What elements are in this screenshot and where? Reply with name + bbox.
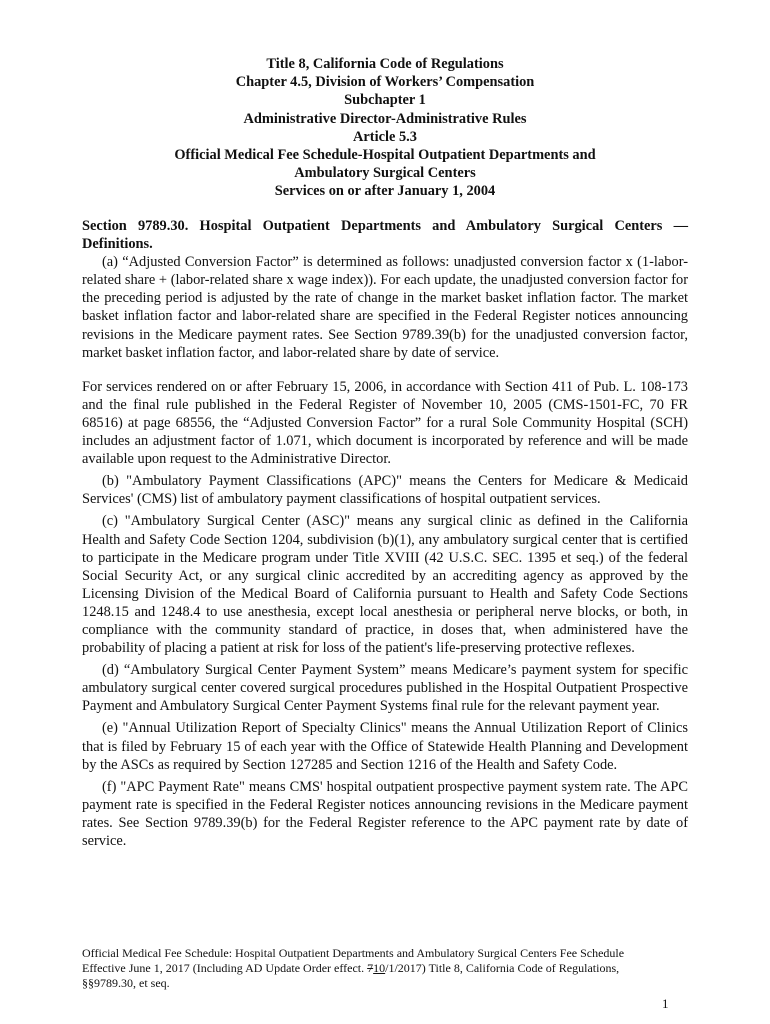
page-number: 1 [662,996,669,1011]
header-rules-line: Administrative Director-Administrative Rules [243,110,527,127]
document-header [0,55,770,201]
header-centers-line: Ambulatory Surgical Centers [294,165,476,182]
paragraph-e: (e) "Annual Utilization Report of Specialty Clinics" means the Annual Utilization Report of Clinics that is filed by February 15 of each year with the Office of Statewide Health Planning and Development by the ASCs as required by Section 127285 and Section 1216 of the Health and Safety Code. [82,720,688,773]
paragraph-a: (a) “Adjusted Conversion Factor” is determined as follows: unadjusted conversion factor x (1-labor-related share + (labor-related share x wage index)). For each update, the unadjusted conversion factor for the preceding period is adjusted by the rate of change in the market basket inflation factor. The market basket inflation factor and labor-related share are specified in the Federal Register notices announcing revisions in the Medicare payment rates. See Section 9789.39(b) for the unadjusted conversion factor, market basket inflation factor, and labor-related share by date of service. [82,254,688,361]
page-footer [82,946,688,992]
footer-line-3: §§9789.30, et seq. [82,976,170,991]
header-subchapter-line: Subchapter 1 [344,92,426,109]
header-title-line: Title 8, California Code of Regulations [266,56,504,72]
section-heading: Section 9789.30. Hospital Outpatient Departments and Ambulatory Surgical Centers — Definitions. [82,218,688,253]
footer-effective-text: Effective June 1, 2017 (Including AD Update Order effect. [82,961,368,976]
paragraph-f: (f) "APC Payment Rate" means CMS' hospital outpatient prospective payment system rate. The APC payment rate is specified in the Federal Register notices announcing revisions in the Medicare payment rates. See Section 9789.39(b) for the Federal Register reference to the APC payment rate by date of service. [82,778,688,849]
paragraph-d: (d) “Ambulatory Surgical Center Payment System” means Medicare’s payment system for specific ambulatory surgical center covered surgical procedures published in the Hospital Outpatient Prospective Payment and Ambulatory Surgical Center Payment Systems final rule for the relevant payment year. [82,662,688,715]
paragraph-b: (b) "Ambulatory Payment Classifications (APC)" means the Centers for Medicare & Medicaid Services' (CMS) list of ambulatory payment classifications of hospital outpatient services. [82,473,688,508]
footer-line-2 [82,961,688,976]
paragraph-rural-sch: For services rendered on or after February 15, 2006, in accordance with Section 411 of Pub. L. 108-173 and the final rule published in the Federal Register of November 10, 2005 (CMS-1501-FC, 70 FR 68516) at page 68556, the “Adjusted Conversion Factor” for a rural Sole Community Hospital (SCH) includes an adjustment factor of 1.071, which document is incorporated by reference and will be made available upon request to the Administrative Director. [82,378,688,468]
header-services-line: Services on or after January 1, 2004 [274,183,496,200]
footer-citation-text: /1/2017) Title 8, California Code of Regulations, [385,961,620,976]
footer-inserted-text: 10 [373,961,386,976]
paragraph-c: (c) "Ambulatory Surgical Center (ASC)" means any surgical clinic as defined in the California Health and Safety Code Section 1204, subdivision (b)(1), any ambulatory surgical center that is certified to participate in the Medicare program under Title XVIII (42 U.S.C. SEC. 1395 et seq.) of the federal Social Security Act, or any surgical clinic accredited by an accrediting agency as approved by the Licensing Division of the Medical Board of California pursuant to Health and Safety Code Sections 1248.15 and 1248.4 to use anesthesia, except local anesthesia or peripheral nerve blocks, or both, in compliance with the community standard of practice, in doses that, when administered have the probability of placing a patient at risk for loss of the patient's life-preserving protective reflexes. [82,513,688,657]
document-body [82,217,688,850]
footer-deleted-text: 7 [367,961,374,976]
header-article-line: Article 5.3 [353,128,417,145]
header-schedule-line: Official Medical Fee Schedule-Hospital Outpatient Departments and [174,147,596,164]
header-chapter-line: Chapter 4.5, Division of Workers’ Compensation [235,74,535,91]
footer-line-1: Official Medical Fee Schedule: Hospital Outpatient Departments and Ambulatory Surgical Centers Fee Schedule [82,946,625,960]
